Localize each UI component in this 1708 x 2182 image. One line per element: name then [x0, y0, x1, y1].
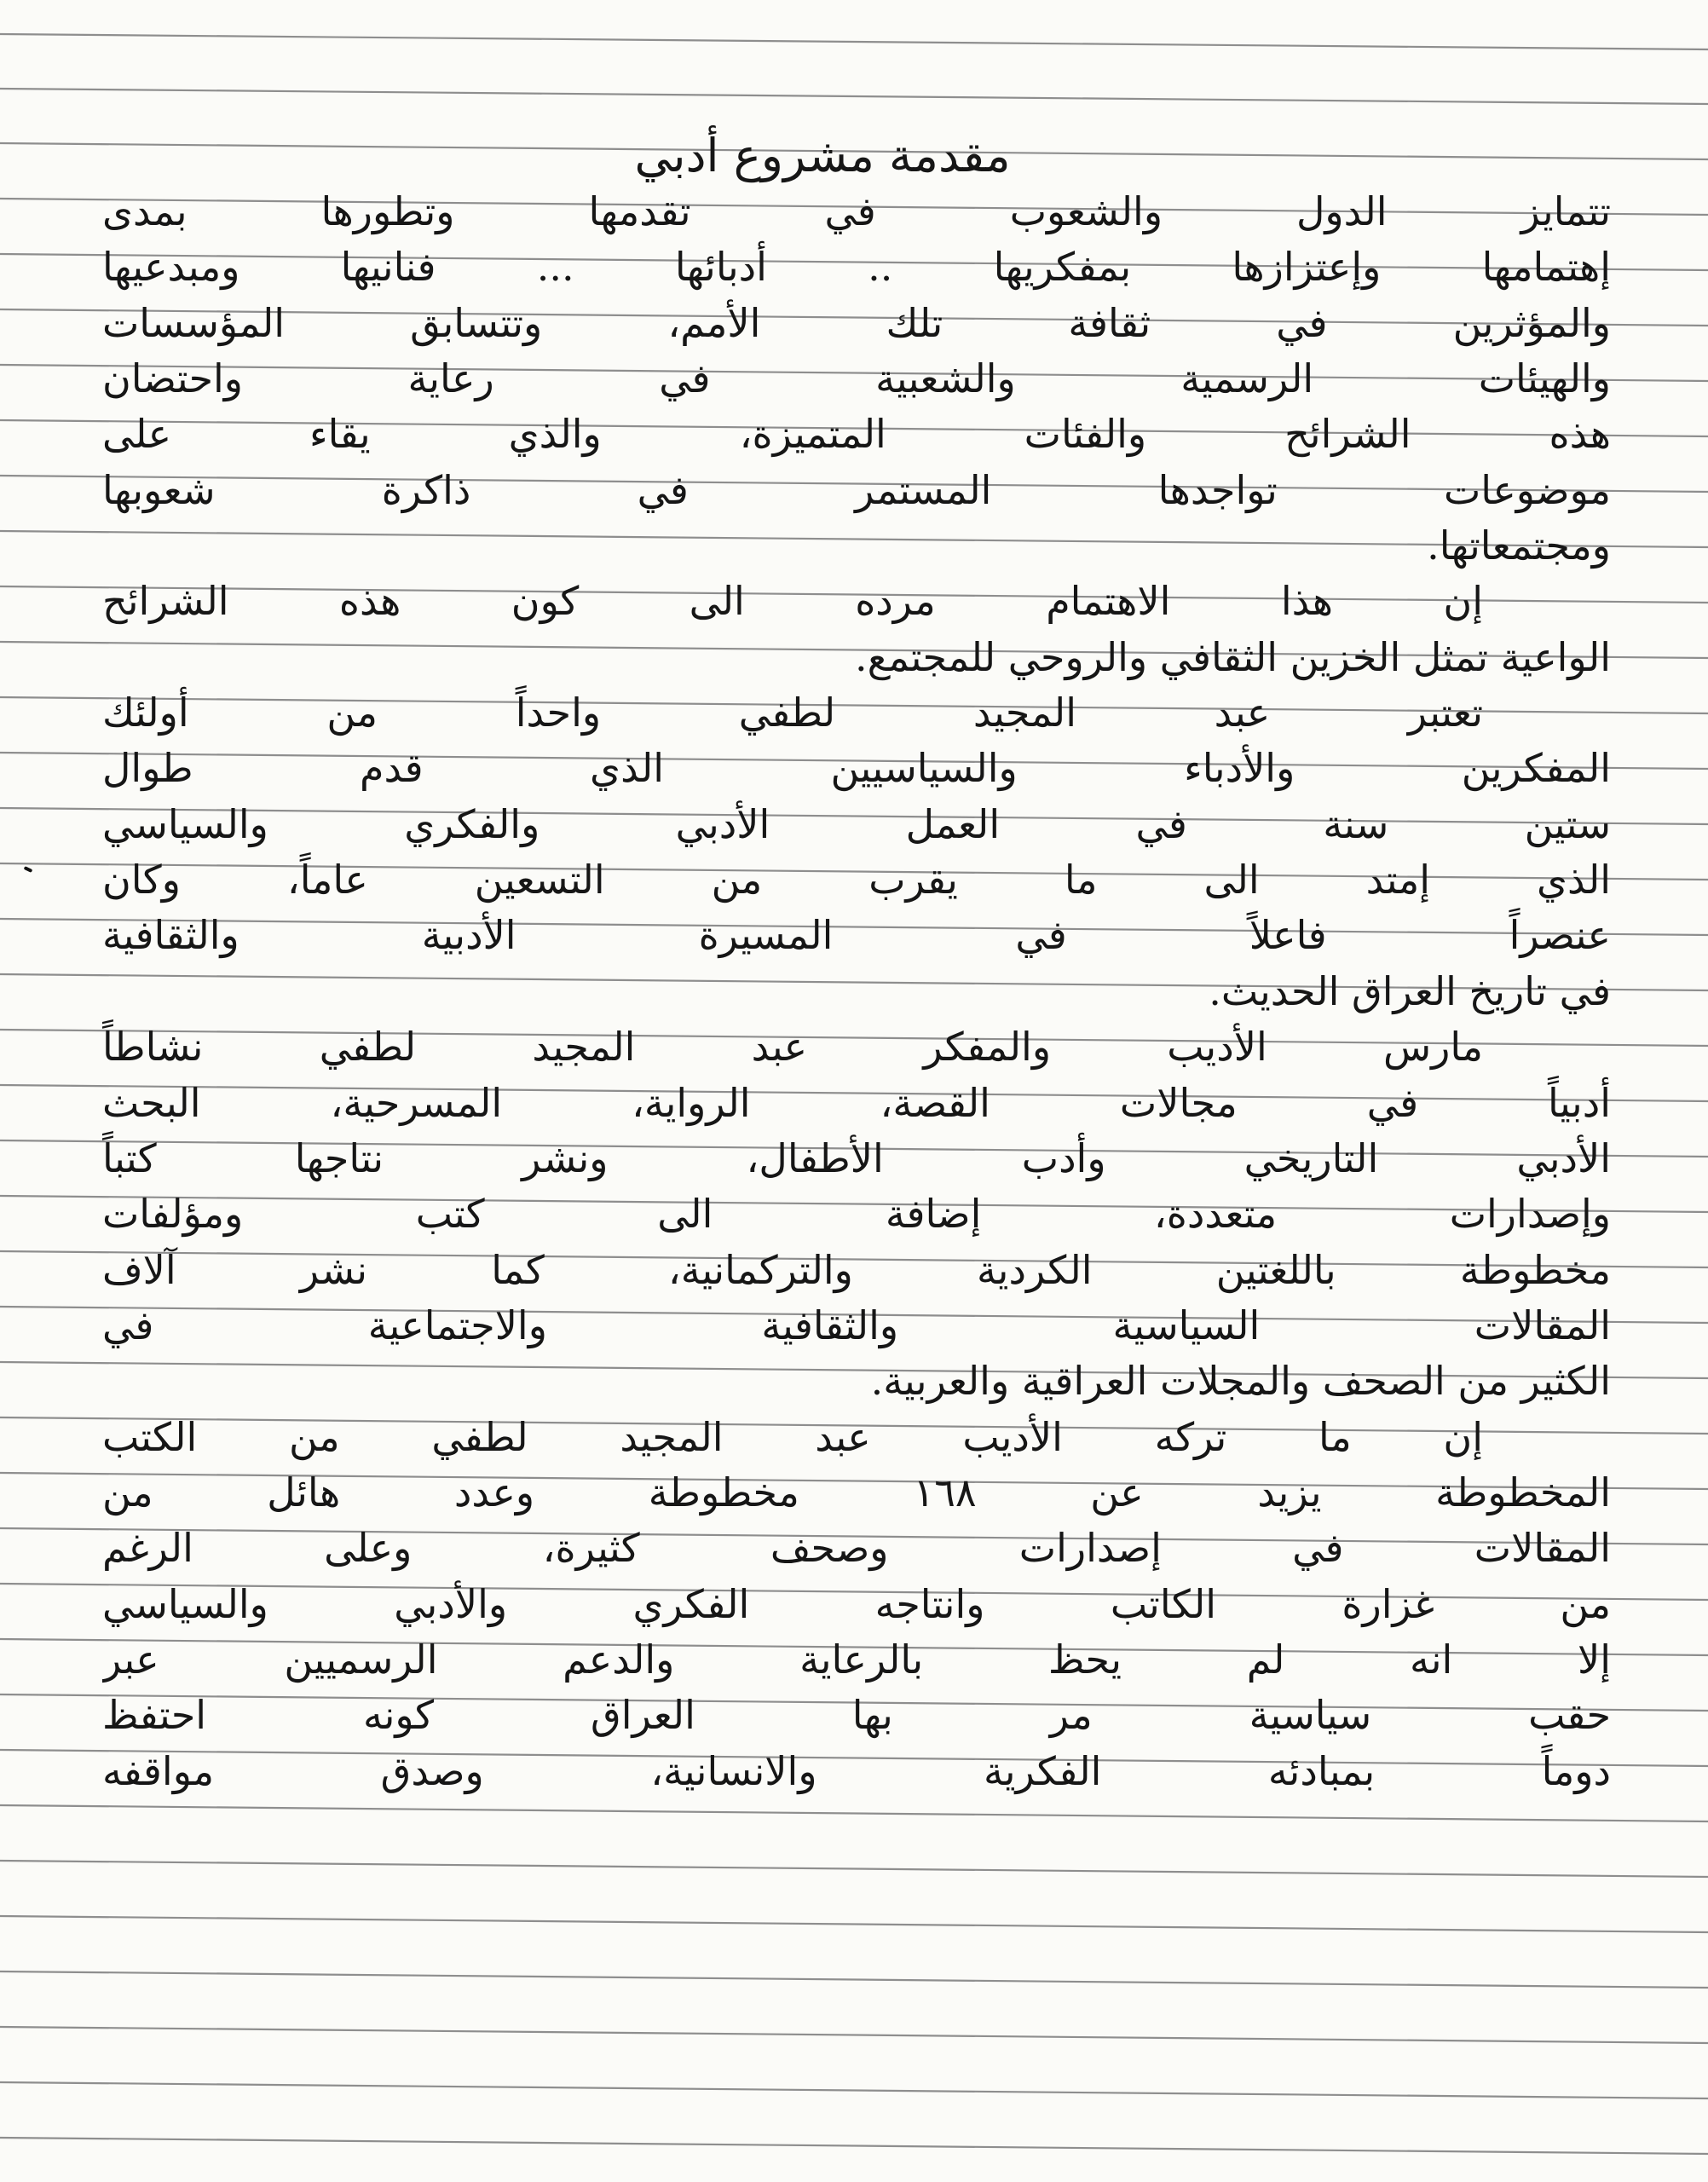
text-line: وإصدارات متعددة، إضافة الى كتب ومؤلفات: [102, 1191, 1611, 1238]
text-line: عنصراً فاعلاً في المسيرة الأدبية والثقافية: [102, 912, 1611, 959]
text-line: حقب سياسية مر بها العراق كونه احتفظ: [102, 1692, 1611, 1739]
text-line: من غزارة الكاتب وانتاجه الفكري والأدبي والسياسي: [102, 1580, 1611, 1627]
text-line: ستين سنة في العمل الأدبي والفكري والسياسي: [102, 800, 1611, 847]
text-line: مخطوطة باللغتين الكردية والتركمانية، كما نشر آلاف: [102, 1246, 1611, 1293]
text-line: الكثير من الصحف والمجلات العراقية والعربية.: [870, 1358, 1611, 1405]
text-line: في تاريخ العراق الحديث.: [1209, 967, 1611, 1014]
text-line: دوماً بمبادئه الفكرية والانسانية، وصدق مواقفه: [102, 1747, 1611, 1794]
text-line: موضوعات تواجدها المستمر في ذاكرة شعوبها: [102, 466, 1611, 513]
text-line: الذي إمتد الى ما يقرب من التسعين عاماً، وكان: [102, 857, 1611, 903]
text-line: إن ما تركه الأديب عبد المجيد لطفي من الكتب: [102, 1413, 1483, 1460]
text-line: إلا انه لم يحظ بالرعاية والدعم الرسميين عبر: [102, 1636, 1611, 1683]
text-line: والمؤثرين في ثقافة تلك الأمم، وتتسابق المؤسسات: [102, 299, 1611, 346]
text-line: تتمايز الدول والشعوب في تقدمها وتطورها بمدى: [102, 188, 1611, 234]
text-line: المفكرين والأدباء والسياسيين الذي قدم طوال: [102, 745, 1611, 792]
text-line: تعتبر عبد المجيد لطفي واحداً من أولئك: [102, 690, 1483, 736]
text-line: إهتمامها وإعتزازها بمفكريها .. أدبائها ... فنانيها ومبدعيها: [102, 244, 1611, 291]
text-line: الواعية تمثل الخزين الثقافي والروحي للمجتمع.: [854, 633, 1611, 680]
text-line: الأدبي التاريخي وأدب الأطفال، ونشر نتاجها كتباً: [102, 1134, 1611, 1181]
text-line: المخطوطة يزيد عن ١٦٨ مخطوطة وعدد هائل من: [102, 1469, 1611, 1515]
text-line: المقالات السياسية والثقافية والاجتماعية في: [102, 1302, 1611, 1348]
text-lines: [102, 184, 1611, 1799]
handwritten-text: [102, 128, 1611, 1799]
text-line: مارس الأديب والمفكر عبد المجيد لطفي نشاطاً: [102, 1024, 1483, 1071]
text-line: إن هذا الاهتمام مرده الى كون هذه الشرائح: [102, 578, 1483, 625]
text-line: المقالات في إصدارات وصحف كثيرة، وعلى الرغم: [102, 1525, 1611, 1572]
text-line: والهيئات الرسمية والشعبية في رعاية واحتضان: [102, 355, 1611, 402]
page-title: مقدمة مشروع أدبي: [634, 129, 1011, 182]
text-line: ومجتمعاتها.: [1427, 522, 1611, 569]
text-line: هذه الشرائح والفئات المتميزة، والذي يقاء على: [102, 411, 1611, 458]
text-line: أدبياً في مجالات القصة، الرواية، المسرحية، البحث: [102, 1079, 1611, 1126]
